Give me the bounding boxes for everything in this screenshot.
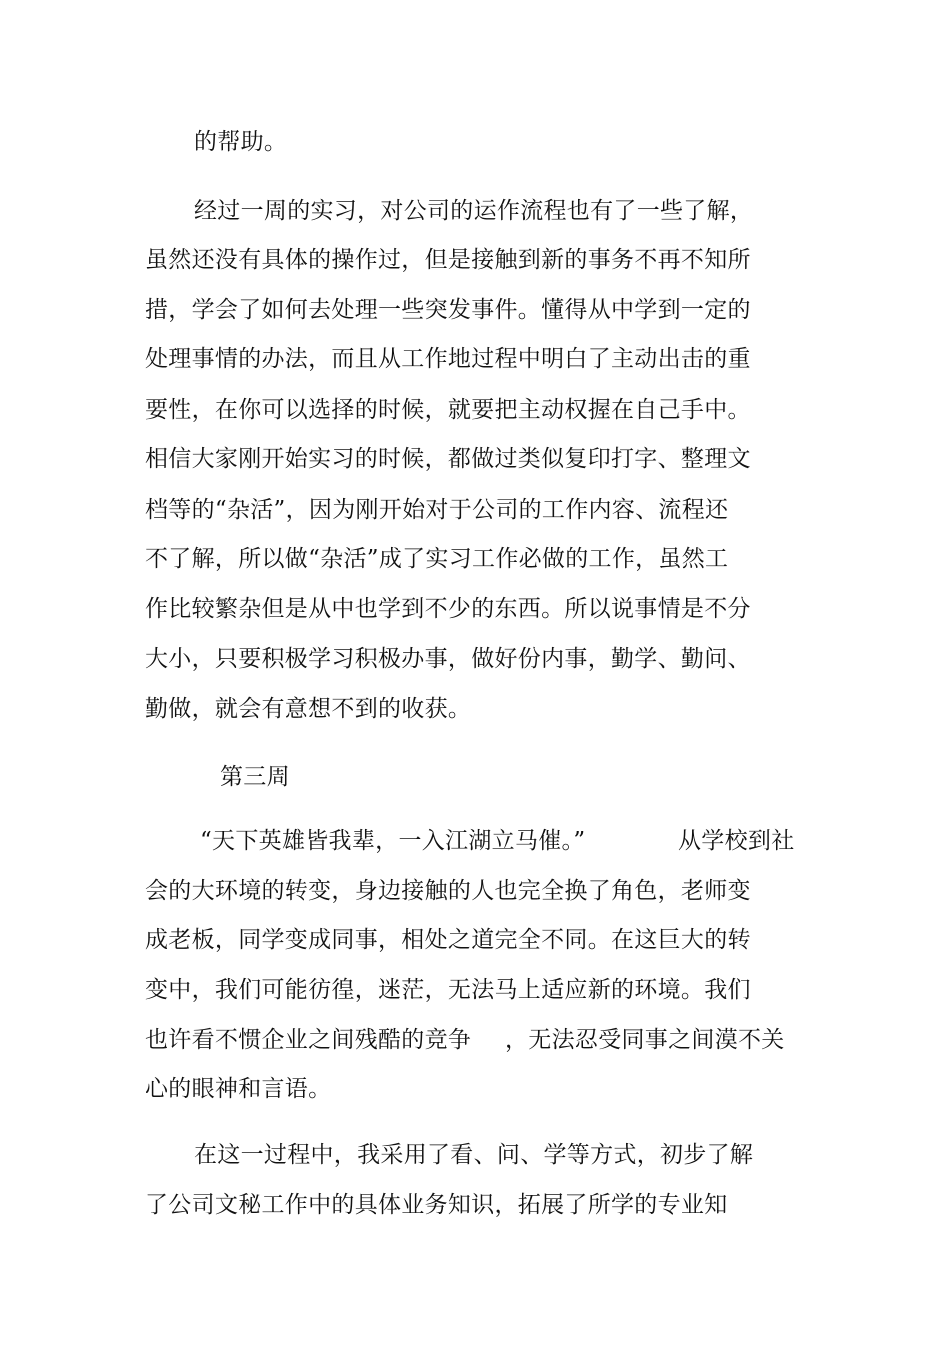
split-line-left: 也许看不惯企业之间残酷的竞争 xyxy=(145,1027,472,1053)
paragraph-line: 心的眼神和言语。 xyxy=(145,1076,332,1102)
split-line-right: ，无法忍受同事之间漠不关 xyxy=(505,1027,785,1053)
paragraph-line: 虽然还没有具体的操作过，但是接触到新的事务不再不知所 xyxy=(145,247,751,273)
paragraph-line: 作比较繁杂但是从中也学到不少的东西。所以说事情是不分 xyxy=(145,596,751,622)
paragraph-line: 要性，在你可以选择的时候，就要把主动权握在自己手中。 xyxy=(145,397,751,423)
paragraph-line: 不了解，所以做“杂活”成了实习工作必做的工作，虽然工 xyxy=(145,546,729,572)
paragraph-line: 大小，只要积极学习积极办事，做好份内事，勤学、勤问、 xyxy=(145,646,751,672)
paragraph-line: 在这一过程中，我采用了看、问、学等方式，初步了解 xyxy=(194,1142,754,1168)
paragraph-line: 处理事情的办法，而且从工作地过程中明白了主动出击的重 xyxy=(145,346,751,372)
quote-line-left: “天下英雄皆我辈，一入江湖立马催。” xyxy=(200,828,586,854)
paragraph-line: 变中，我们可能彷徨，迷茫，无法马上适应新的环境。我们 xyxy=(145,977,751,1003)
paragraph-line: 勤做，就会有意想不到的收获。 xyxy=(145,696,472,722)
paragraph-line: 成老板，同学变成同事，相处之道完全不同。在这巨大的转 xyxy=(145,927,751,953)
paragraph-line: 了公司文秘工作中的具体业务知识，拓展了所学的专业知 xyxy=(145,1192,728,1218)
paragraph-line: 经过一周的实习，对公司的运作流程也有了一些了解， xyxy=(194,198,754,224)
section-heading: 第三周 xyxy=(220,764,290,790)
paragraph-line: 会的大环境的转变，身边接触的人也完全换了角色，老师变 xyxy=(145,878,751,904)
paragraph-line: 档等的“杂活”，因为刚开始对于公司的工作内容、流程还 xyxy=(145,497,729,523)
paragraph-line: 措，学会了如何去处理一些突发事件。懂得从中学到一定的 xyxy=(145,297,751,323)
paragraph-line: 的帮助。 xyxy=(194,129,288,155)
quote-line-right: 从学校到社 xyxy=(678,828,795,854)
paragraph-line: 相信大家刚开始实习的时候，都做过类似复印打字、整理文 xyxy=(145,446,751,472)
